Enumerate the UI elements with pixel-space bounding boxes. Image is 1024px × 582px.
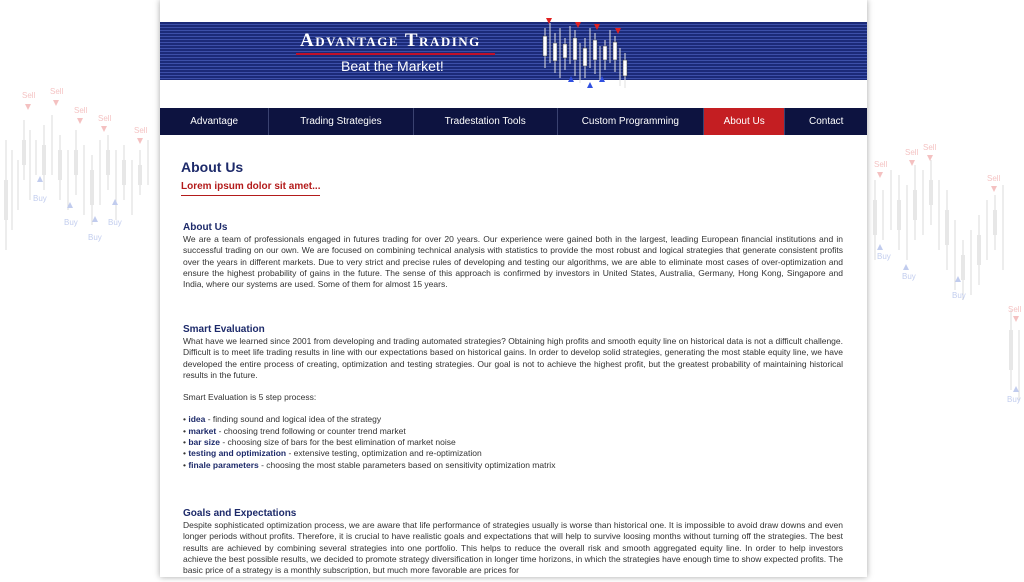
background-chart-left xyxy=(0,0,160,577)
step-term: testing and optimization xyxy=(188,448,287,459)
buy-label: Buy xyxy=(877,252,891,261)
nav-item-tradestation-tools[interactable]: Tradestation Tools xyxy=(414,108,558,135)
steps-intro: Smart Evaluation is 5 step process: xyxy=(183,392,317,403)
list-item: • testing and optimization - extensive testing, optimization and re-optimization xyxy=(183,448,482,459)
step-term: bar size xyxy=(188,437,220,448)
step-term: market xyxy=(188,425,217,436)
section-text: We are a team of professionals engaged in futures trading for over 20 years. Our experience were gained both in the largest, leading European financial institutions and in successful trading on our own. We are focused on combining technical analysis with statistics to provide the most robust and logical strategies that generate consistent profits over the years in different markets. Due to very strict and precise rules of developing and testing our algorithms, we are able to eliminate most cases of over-optimization and ensure the highest probability of gains in the future. The sense of this approach is confirmed by investors in United States, Australia, Germany, Hong Kong, Singapore and India, where our systems are used. Some of them for almost 15 years. xyxy=(183,234,843,290)
sell-label: Sell xyxy=(874,160,888,169)
section-about-us xyxy=(183,222,843,290)
step-desc: - choosing the most stable parameters based on sensitivity optimization matrix xyxy=(258,459,556,470)
header-banner xyxy=(160,22,867,80)
nav-item-advantage[interactable]: Advantage xyxy=(160,108,269,135)
sell-label: Sell xyxy=(923,143,937,152)
sell-label: Sell xyxy=(74,106,88,115)
site-tagline: Beat the Market! xyxy=(341,58,444,74)
step-desc: - finding sound and logical idea of the strategy xyxy=(205,414,382,425)
nav-item-contact[interactable]: Contact xyxy=(809,116,844,127)
main-content xyxy=(181,158,845,576)
section-text: Despite sophisticated optimization process, we are aware that life performance of strategies usually is worse than historical one. It is impossible to avoid draw downs and even longer periods without profits. Therefore, it is crucial to have realistic goals and expectations that will help to survive loosing months without turning off the strategies. The best results are achieved by combining several strategies into one portfolio. This helps to reduce the overall risk and smooth aggregated equity line. In order to help investors achieve the best possible results, we decided to promote strategy diversification in longer time horizons, in which the strategies have enough time to show expected profits. The basic price of a strategy is a monthly subscription, but much more favorable are prices for xyxy=(183,520,843,576)
section-text: What have we learned since 2001 from developing and trading automated strategies? Obtaining high profits and smooth equity line on historical data is not a difficult challenge. Difficult is to meet life trading results in line with our expectations based on historical gains. In order to develop solid strategies, generating the most stable equity line, we have developed the entire process of creating, optimization and testing strategies. Our goal is not to achieve the highest profit, but the greatest probability of maintaining historical results in the future. xyxy=(183,336,843,380)
sell-label: Sell xyxy=(134,126,148,135)
sell-label: Sell xyxy=(1008,305,1022,314)
nav-item-about-us[interactable]: About Us xyxy=(704,108,786,135)
sell-label: Sell xyxy=(98,114,112,123)
header-candlestick-icon xyxy=(535,8,635,90)
sell-label: Sell xyxy=(50,87,64,96)
background-chart-right xyxy=(867,0,1024,577)
section-heading: About Us xyxy=(183,222,228,233)
step-desc: - choosing size of bars for the best elimination of market noise xyxy=(220,437,456,448)
list-item: • bar size - choosing size of bars for the best elimination of market noise xyxy=(183,437,456,448)
sell-label: Sell xyxy=(905,148,919,157)
step-desc: - choosing trend following or counter trend market xyxy=(216,425,406,436)
step-term: idea xyxy=(188,414,206,425)
nav-item-trading-strategies[interactable]: Trading Strategies xyxy=(269,108,413,135)
list-item: • market - choosing trend following or counter trend market xyxy=(183,425,406,436)
candlestick-decoration-left xyxy=(0,0,160,577)
step-term: finale parameters xyxy=(188,459,259,470)
list-item: • idea - finding sound and logical idea of the strategy xyxy=(183,414,382,425)
section-heading: Smart Evaluation xyxy=(183,324,265,335)
section-heading: Goals and Expectations xyxy=(183,508,297,519)
main-navigation xyxy=(160,108,867,135)
buy-label: Buy xyxy=(33,194,47,203)
section-smart-evaluation xyxy=(183,324,843,471)
steps-list xyxy=(183,414,843,470)
page-subtitle: Lorem ipsum dolor sit amet... xyxy=(181,180,320,196)
sell-label: Sell xyxy=(22,91,36,100)
site-logo-title[interactable]: Advantage Trading xyxy=(300,30,481,51)
logo-divider xyxy=(296,53,495,55)
list-item: • finale parameters - choosing the most stable parameters based on sensitivity optimization matrix xyxy=(183,459,556,470)
nav-item-custom-programming[interactable]: Custom Programming xyxy=(558,108,704,135)
section-goals-expectations xyxy=(183,508,843,576)
buy-label: Buy xyxy=(88,233,102,242)
page-container xyxy=(160,0,867,577)
buy-label: Buy xyxy=(902,272,916,281)
sell-label: Sell xyxy=(987,174,1001,183)
buy-label: Buy xyxy=(952,291,966,300)
page-title: About Us xyxy=(181,159,244,175)
step-desc: - extensive testing, optimization and re-optimization xyxy=(286,448,482,459)
buy-label: Buy xyxy=(108,218,122,227)
candlestick-decoration-right xyxy=(867,0,1024,577)
buy-label: Buy xyxy=(1007,395,1021,404)
buy-label: Buy xyxy=(64,218,78,227)
